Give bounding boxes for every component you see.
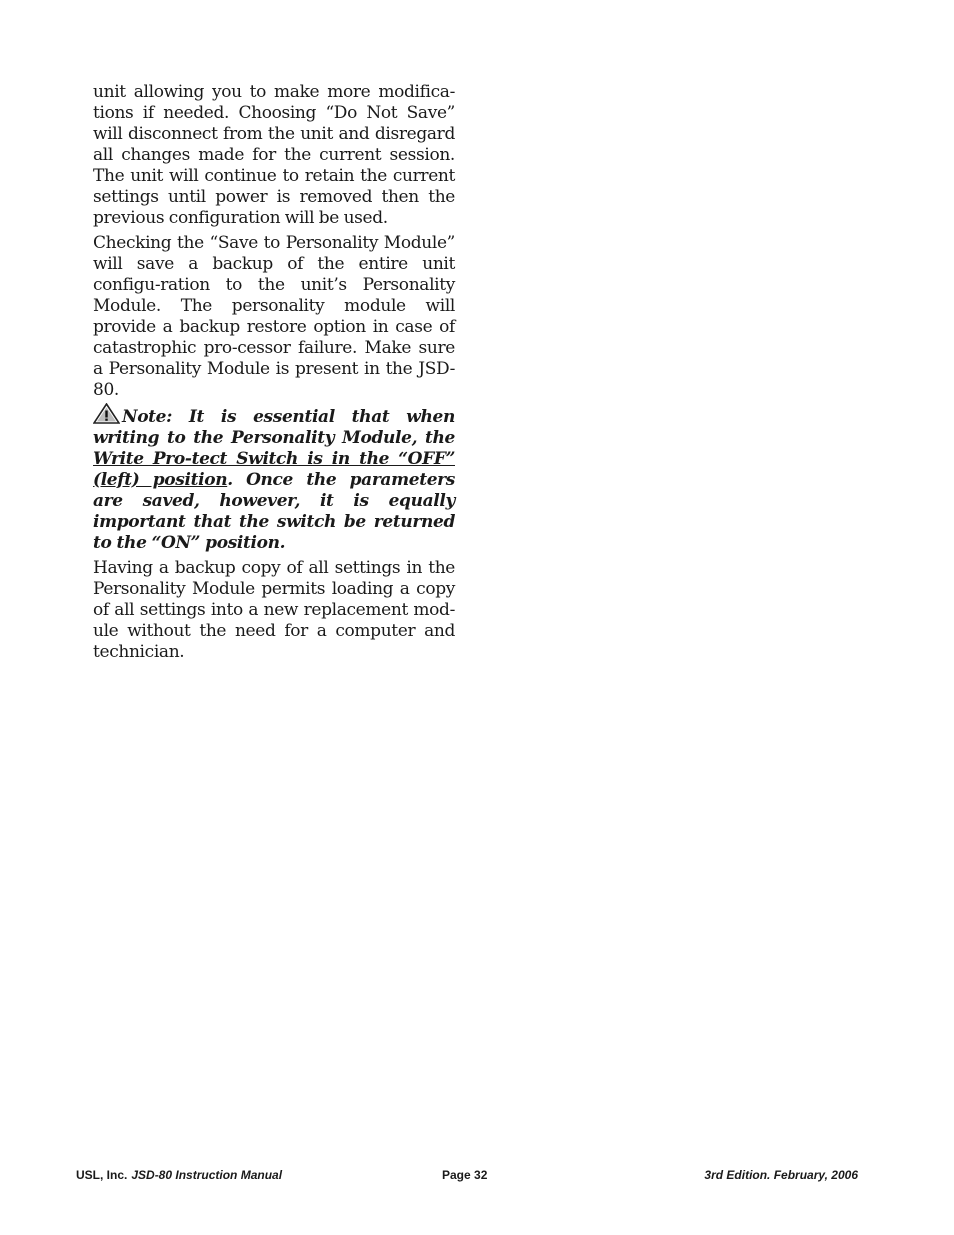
note-underlined: Write Pro-tect Switch is in the “OFF” (left) position (93, 449, 455, 490)
paragraph-backup-copy: Having a backup copy of all settings in the Personality Module permits loading a copy of all settings into a new replacement mod-ule without the need for a computer and technician. (93, 558, 455, 662)
footer-left (76, 1168, 282, 1182)
note-lead: Note: It is essential that when writing to the Personality Module, the (93, 407, 455, 448)
paragraph-personality-module: Checking the “Save to Personality Module” will save a backup of the entire unit configu-ration to the unit’s Personality Module. The personality module will provide a backup restore option in case of catastrophic pro-cessor failure. Make sure a Personality Module is present in the JSD-80. (93, 233, 455, 400)
page-footer (76, 1168, 858, 1186)
text-column (93, 82, 455, 663)
paragraph-save-options: unit allowing you to make more modifica-tions if needed. Choosing “Do Not Save” will disconnect from the unit and disregard all changes made for the current session. The unit will continue to retain the current settings until power is removed then the previous configuration will be used. (93, 82, 455, 228)
note-tail: . Once the parameters are saved, however, it is equally important that the switch be returned to the “ON” position. (93, 470, 455, 553)
footer-edition: 3rd Edition. February, 2006 (704, 1168, 858, 1182)
warning-note (93, 403, 455, 554)
footer-manual-title: JSD-80 Instruction Manual (131, 1168, 283, 1182)
footer-company: USL, Inc. (76, 1168, 128, 1182)
warning-triangle-icon (93, 403, 120, 424)
footer-page-number: Page 32 (442, 1168, 488, 1182)
